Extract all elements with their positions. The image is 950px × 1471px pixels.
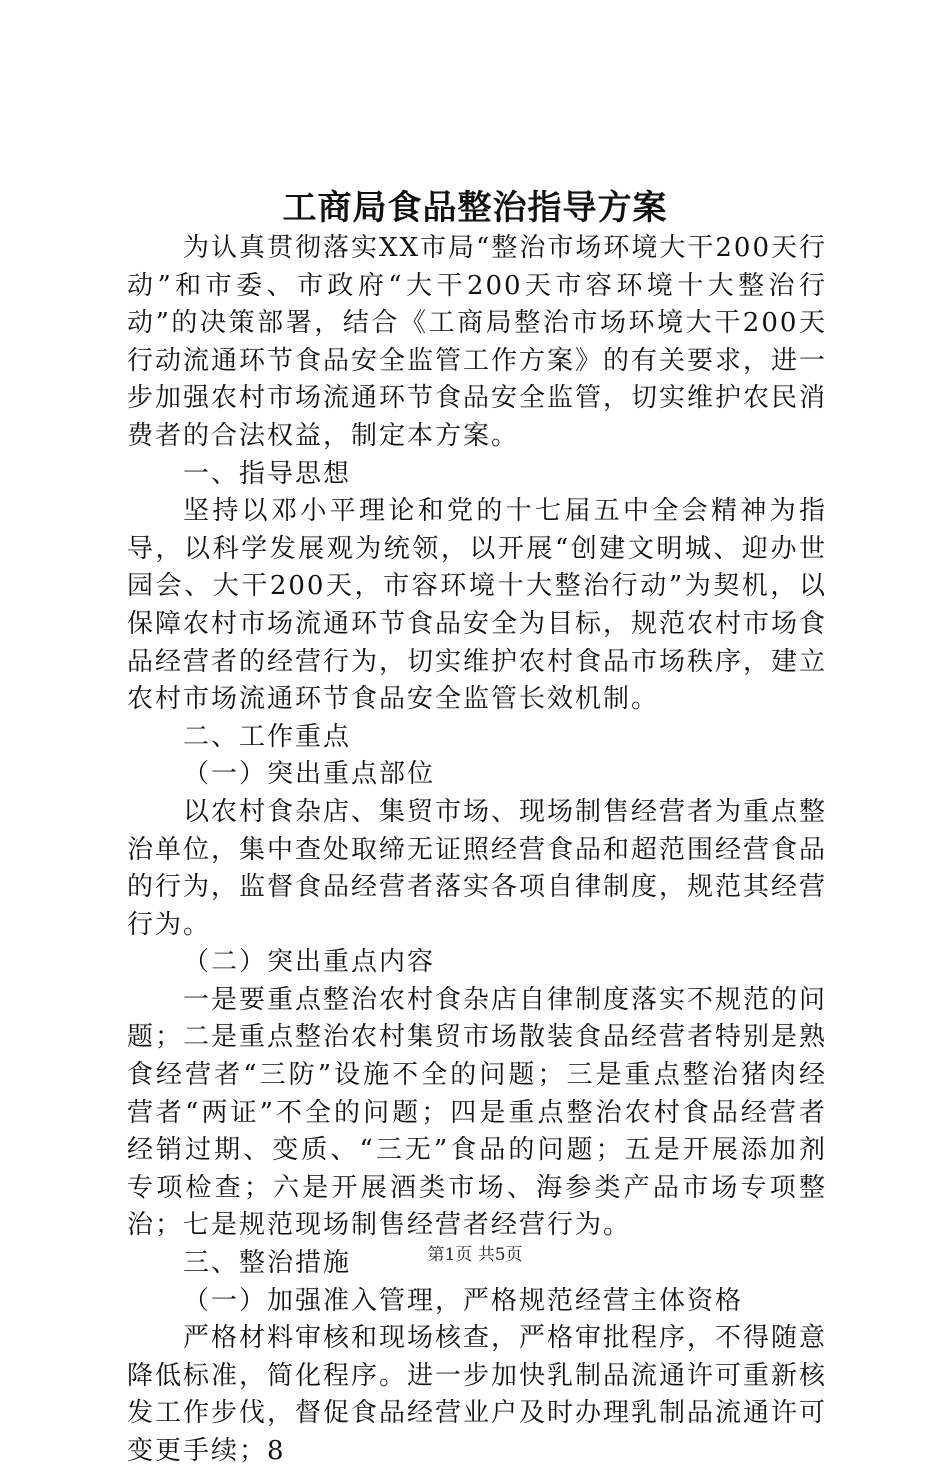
paragraph: 坚持以邓小平理论和党的十七届五中全会精神为指导，以科学发展观为统领，以开展“创建文明城、迎办世园会、大干200天，市容环境十大整治行动”为契机，以保障农村市场流通环节食品安全为目标，规范农村市场食品经营者的经营行为，切实维护农村食品市场秩序，建立农村市场流通环节食品安全监管长效机制。 [127, 496, 828, 715]
document-title: 工商局食品整治指导方案 [282, 188, 668, 228]
paragraph: 一是要重点整治农村食杂店自律制度落实不规范的问题；二是重点整治农村集贸市场散装食品经营者特别是熟食经营者“三防”设施不全的问题；三是重点整治猪肉经营者“两证”不全的问题；四是重点整治农村食品经营者经销过期、变质、“三无”食品的问题；五是开展添加剂专项检查；六是开展酒类市场、海参类产品市场专项整治；七是规范现场制售经营者经营行为。 [127, 984, 828, 1241]
paragraph: 严格材料审核和现场核查，严格审批程序，不得随意降低标准，简化程序。进一步加快乳制品流通许可重新核发工作步伐，督促食品经营业户及时办理乳制品流通许可变更手续；8 [127, 1323, 828, 1466]
section-heading: 二、工作重点 [183, 721, 352, 752]
document-body [127, 230, 827, 1471]
subsection-heading: （一）突出重点部位 [183, 759, 436, 790]
subsection-heading: （二）突出重点内容 [183, 947, 436, 978]
paragraph: 为认真贯彻落实XX市局“整治市场环境大干200天行动”和市委、市政府“大干200天市容环境十大整治行动”的决策部署，结合《工商局整治市场环境大干200天行动流通环节食品安全监管工作方案》的有关要求，进一步加强农村市场流通环节食品安全监管，切实维护农民消费者的合法权益，制定本方案。 [127, 233, 828, 451]
section-heading: 一、指导思想 [183, 458, 352, 489]
page-footer: 第1页 共5页 [427, 1245, 523, 1265]
paragraph: 以农村食杂店、集贸市场、现场制售经营者为重点整治单位，集中查处取缔无证照经营食品和超范围经营食品的行为，监督食品经营者落实各项自律制度，规范其经营行为。 [127, 796, 828, 940]
section-heading: 三、整治措施 [183, 1248, 352, 1279]
subsection-heading: （一）加强准入管理，严格规范经营主体资格 [183, 1285, 744, 1316]
